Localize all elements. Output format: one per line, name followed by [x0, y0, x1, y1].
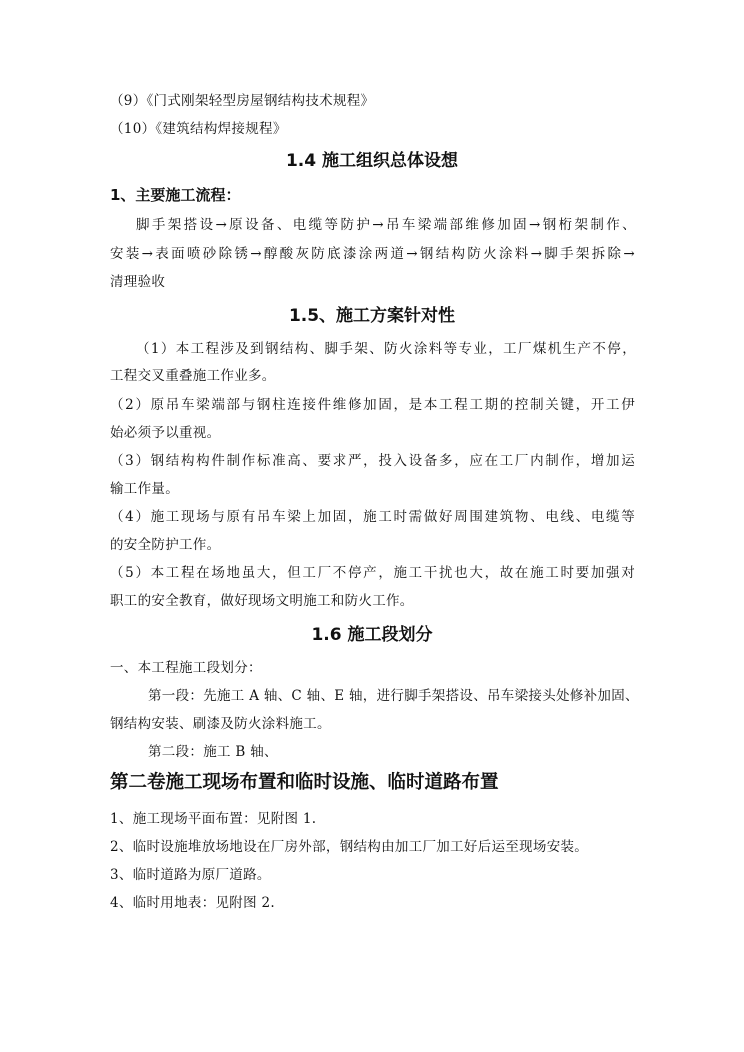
paragraph-line: 脚手架搭设→原设备、电缆等防护→吊车梁端部维修加固→钢桁架制作、	[136, 217, 636, 233]
paragraph-line: 输工作量。	[110, 481, 179, 497]
paragraph-line: 职工的安全教育，做好现场文明施工和防火工作。	[110, 593, 414, 609]
section-heading-1-6: 1.6 施工段划分	[311, 625, 433, 645]
paragraph-line: （5）本工程在场地虽大，但工厂不停产，施工干扰也大，故在施工时要加强对	[110, 565, 635, 581]
paragraph-line: 钢结构安装、刷漆及防火涂料施工。	[110, 716, 331, 732]
paragraph-line: （2）原吊车梁端部与钢柱连接件维修加固，是本工程工期的控制关键，开工伊	[110, 397, 635, 413]
subheading-main-process: 1、主要施工流程：	[110, 186, 241, 204]
paragraph-line: 3、临时道路为原厂道路。	[110, 867, 271, 883]
reference-item-9: （9）《门式刚架轻型房屋钢结构技术规程》	[110, 93, 375, 109]
paragraph-line: 安装→表面喷砂除锈→醇酸灰防底漆涂两道→钢结构防火涂料→脚手架拆除→	[110, 246, 635, 262]
paragraph-line: （1）本工程涉及到钢结构、脚手架、防火涂料等专业，工厂煤机生产不停，	[136, 341, 636, 357]
paragraph-line: 第一段：先施工 A 轴、C 轴、E 轴，进行脚手架搭设、吊车梁接头处修补加固、	[148, 688, 639, 704]
paragraph-line: （3）钢结构构件制作标准高、要求严，投入设备多，应在工厂内制作，增加运	[110, 453, 635, 469]
section-heading-1-5: 1.5、施工方案针对性	[288, 306, 456, 326]
paragraph-line: 始必须予以重视。	[110, 425, 221, 441]
paragraph-line: 工程交叉重叠施工作业多。	[110, 368, 276, 384]
paragraph-line: 2、临时设施堆放场地设在厂房外部，钢结构由加工厂加工好后运至现场安装。	[110, 839, 589, 855]
reference-item-10: （10）《建筑结构焊接规程》	[110, 121, 287, 137]
section-heading-1-4: 1.4 施工组织总体设想	[285, 151, 459, 171]
paragraph-line: 4、临时用地表：见附图 2.	[110, 895, 275, 911]
paragraph-line: 1、施工现场平面布置：见附图 1.	[110, 811, 317, 827]
paragraph-line: 第二段：施工 B 轴、	[148, 744, 278, 760]
paragraph-line: 一、本工程施工段划分：	[110, 660, 262, 676]
volume-title: 第二卷施工现场布置和临时设施、临时道路布置	[110, 772, 499, 793]
paragraph-line: 清理验收	[110, 274, 166, 290]
paragraph-line: （4）施工现场与原有吊车梁上加固，施工时需做好周围建筑物、电线、电缆等	[110, 509, 635, 525]
paragraph-line: 的安全防护工作。	[110, 537, 221, 553]
